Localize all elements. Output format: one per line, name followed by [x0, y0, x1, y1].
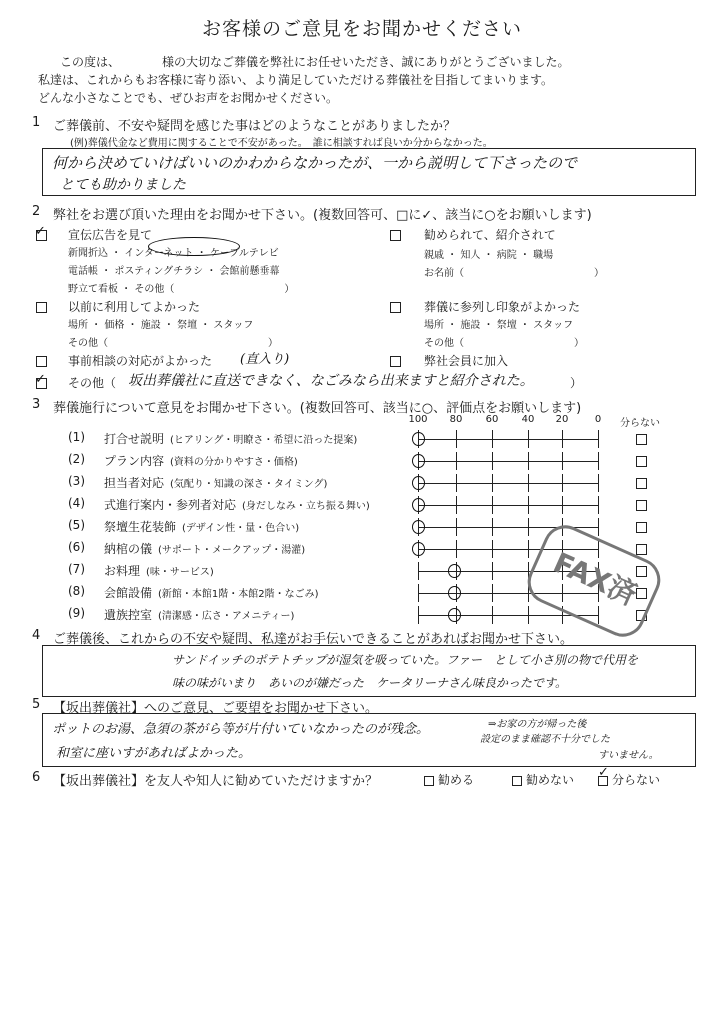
q4-number: 4 [32, 628, 41, 643]
q3-item-number: (4) [68, 496, 85, 510]
q1-text: ご葬儀前、不安や疑問を感じた事はどのようなことがありましたか？ [53, 119, 457, 134]
grid-line [598, 474, 599, 492]
q2-consult-checkbox[interactable] [36, 356, 47, 367]
q2-option-ad: 宣伝広告を見て [68, 228, 153, 242]
score-mark[interactable] [412, 498, 425, 512]
q2-text: 弊社をお選び頂いた理由をお聞かせ下さい。(複数回答可、□に✓、該当に○をお願いします) [53, 208, 592, 223]
q5-side-note3: すいません。 [598, 750, 659, 761]
q2-option-attended-sub1: 場所 ・ 施設 ・ 祭壇 ・ スタッフ [424, 320, 574, 331]
q5-number: 5 [32, 697, 41, 712]
q3-item-label: 祭壇生花装飾 [104, 520, 177, 534]
q4-text: ご葬儀後、これからの不安や疑問、私達がお手伝いできることがあればお聞かせ下さい。 [53, 632, 574, 647]
page-title: お客様のご意見をお聞かせください [201, 18, 522, 40]
q6-not-recommend-checkbox[interactable] [512, 776, 522, 786]
q3-item-detail: (資料の分かりやすさ・価格) [170, 457, 298, 468]
fax-stamp-text: FAX済 [548, 545, 642, 612]
q3-item-name [104, 430, 357, 447]
q3-item-detail: (ヒアリング・明瞭さ・希望に沿った提案) [170, 435, 358, 446]
q2-option-other: その他（ [68, 376, 117, 390]
q6-not-recommend-label: 勧めない [526, 773, 575, 787]
q2-option-previous-sub1: 場所 ・ 価格 ・ 施設 ・ 祭壇 ・ スタッフ [68, 320, 254, 331]
checkmark-icon: ✓ [35, 224, 46, 239]
q3-item-number: (6) [68, 540, 85, 554]
q3-item-number: (3) [68, 474, 85, 488]
intro-line3: どんな小さなことでも、ぜひお声をお聞かせください。 [38, 91, 339, 105]
q3-item-number: (2) [68, 452, 85, 466]
q5-text: 【坂出葬儀社】へのご意見、ご要望をお聞かせ下さい。 [53, 701, 379, 716]
scale-label: 80 [449, 414, 463, 425]
intro-line1-start: この度は、 [60, 55, 163, 69]
scale-label: 20 [555, 414, 569, 425]
scale-label: 100 [408, 414, 428, 425]
q3-item-label: 遺族控室 [104, 608, 153, 622]
circle-mark-internet [148, 237, 240, 256]
q2-option-ad-sub1: 新聞折込 ・ インターネット ・ ケーブルテレビ [68, 248, 279, 259]
score-mark[interactable] [412, 476, 425, 490]
checkmark-icon: ✓ [35, 372, 46, 387]
grid-line [418, 439, 598, 440]
q2-handwritten-note: (直入り) [240, 352, 290, 367]
q3-item-label: プラン内容 [104, 454, 165, 468]
q3-item-label: 納棺の儀 [104, 542, 153, 556]
q3-item-detail: (気配り・知識の深さ・タイミング) [170, 479, 328, 490]
q3-item-label: 会館設備 [104, 586, 153, 600]
q2-other-close-paren: ） [570, 376, 583, 390]
q2-attended-checkbox[interactable] [390, 302, 401, 313]
q5-answer-line1: ポットのお湯、急須の茶がら等が片付いていなかったのが残念。 [52, 722, 430, 737]
score-mark[interactable] [412, 454, 425, 468]
scale-label: 0 [594, 414, 602, 425]
q1-answer-line2: とても助かりました [60, 177, 186, 193]
q4-answer-line1: サンドイッチのポテトチップが湿気を吸っていた。ファー として小さ別の物で代用を [172, 653, 638, 667]
q2-option-previous-sub2: その他（ ） [68, 338, 278, 349]
q3-unknown-label: 分らない [620, 418, 660, 429]
grid-line [598, 518, 599, 536]
q2-option-ad-sub3: 野立て看板 ・ その他（ ） [68, 284, 295, 295]
q2-option-recommend: 勧められて、紹介されて [424, 228, 556, 242]
scale-label: 60 [485, 414, 499, 425]
q2-option-recommend-sub1: 親戚 ・ 知人 ・ 病院 ・ 職場 [424, 250, 554, 261]
q2-option-consult: 事前相談の対応がよかった [68, 354, 213, 368]
q6-recommend-label: 勧める [438, 773, 475, 787]
scale-label: 40 [521, 414, 535, 425]
q6-number: 6 [32, 770, 41, 785]
q6-option-recommend[interactable] [424, 771, 474, 788]
checkmark-icon: ✓ [598, 765, 609, 780]
q1-example: (例)葬儀代金など費用に関することで不安があった。 誰に相談すれば良いか分からなかった。 [70, 138, 493, 149]
q3-item-name [104, 562, 214, 579]
q3-item-name [104, 518, 299, 535]
q2-option-member: 弊社会員に加入 [424, 354, 509, 368]
q2-recommend-checkbox[interactable] [390, 230, 401, 241]
grid-line [418, 461, 598, 462]
q3-item-detail: (味・サービス) [146, 567, 214, 578]
q2-previous-checkbox[interactable] [36, 302, 47, 313]
q3-item-name [104, 584, 319, 601]
intro-line2: 私達は、これからもお客様に寄り添い、より満足していただける葬儀社を目指してまいります。 [38, 73, 554, 87]
q3-item-number: (9) [68, 606, 85, 620]
q3-item-number: (1) [68, 430, 85, 444]
q3-item-detail: (サポート・メークアップ・湯灌) [158, 545, 306, 556]
q2-member-checkbox[interactable] [390, 356, 401, 367]
q2-option-recommend-sub2: お名前（ ） [424, 268, 604, 279]
q1-answer-line1: 何から決めていけばいいのかわからなかったが、一から説明して下さったので [52, 154, 578, 172]
q5-side-note2: 設定のまま確認不十分でした [480, 734, 610, 745]
q3-item-detail: (デザイン性・量・色合い) [182, 523, 300, 534]
q2-other-answer: 坂出葬儀社に直送できなく、なごみなら出来ますと紹介された。 [128, 373, 534, 389]
score-mark[interactable] [412, 520, 425, 534]
q3-item-detail: (身だしなみ・立ち振る舞い) [242, 501, 370, 512]
grid-line [418, 505, 598, 506]
q6-unknown-label: 分らない [612, 773, 661, 787]
q5-answer-line2: 和室に座いすがあればよかった。 [56, 746, 252, 761]
unknown-checkbox[interactable] [636, 522, 647, 533]
q2-option-attended-sub2: その他（ ） [424, 338, 584, 349]
q6-text: 【坂出葬儀社】を友人や知人に勧めていただけますか？ [53, 774, 379, 789]
unknown-checkbox[interactable] [636, 500, 647, 511]
score-mark[interactable] [448, 586, 461, 600]
unknown-checkbox[interactable] [636, 544, 647, 555]
q3-item-label: 打合せ説明 [104, 432, 165, 446]
score-mark[interactable] [412, 432, 425, 446]
q2-option-previous: 以前に利用してよかった [68, 300, 201, 314]
q1-number: 1 [32, 115, 41, 130]
fax-stamp [521, 518, 668, 643]
q3-item-number: (8) [68, 584, 85, 598]
q3-number: 3 [32, 397, 41, 412]
q6-option-not-recommend[interactable] [512, 771, 574, 788]
q5-side-note1: ⇒お家の方が帰った後 [488, 719, 587, 730]
intro-line1-end: 様の大切なご葬儀を弊社にお任せいただき、誠にありがとうございました。 [162, 55, 570, 69]
q3-item-name [104, 452, 298, 469]
q3-item-detail: (清潔感・広さ・アメニティー) [158, 611, 295, 622]
q3-item-number: (5) [68, 518, 85, 532]
unknown-checkbox[interactable] [636, 434, 647, 445]
q3-item-label: 担当者対応 [104, 476, 165, 490]
q3-item-label: 式進行案内・参列者対応 [104, 498, 237, 512]
q3-item-name [104, 496, 370, 513]
q3-item-name [104, 540, 305, 557]
q2-number: 2 [32, 204, 41, 219]
score-mark[interactable] [448, 608, 461, 622]
q4-answer-line2: 味の味がいまり あいのが嫌だった ケータリーナさん味良かったです。 [172, 676, 568, 690]
grid-line [418, 483, 598, 484]
grid-line [598, 452, 599, 470]
q3-item-detail: (新館・本館1階・本館2階・なごみ) [158, 589, 319, 600]
grid-line [598, 496, 599, 514]
q3-item-label: お料理 [104, 564, 141, 578]
score-mark[interactable] [448, 564, 461, 578]
intro-line1 [60, 53, 570, 70]
q2-option-attended: 葬儀に参列し印象がよかった [424, 300, 581, 314]
unknown-checkbox[interactable] [636, 478, 647, 489]
q6-recommend-checkbox[interactable] [424, 776, 434, 786]
q2-option-ad-sub2: 電話帳 ・ ポスティングチラシ ・ 会館前懸垂幕 [68, 266, 280, 277]
q3-item-name [104, 474, 327, 491]
q3-item-number: (7) [68, 562, 85, 576]
grid-line [598, 430, 599, 448]
score-mark[interactable] [412, 542, 425, 556]
unknown-checkbox[interactable] [636, 456, 647, 467]
q3-item-name [104, 606, 294, 623]
q3-text: 葬儀施行について意見をお聞かせ下さい。(複数回答可、該当に○、評価点をお願いします) [53, 401, 582, 416]
